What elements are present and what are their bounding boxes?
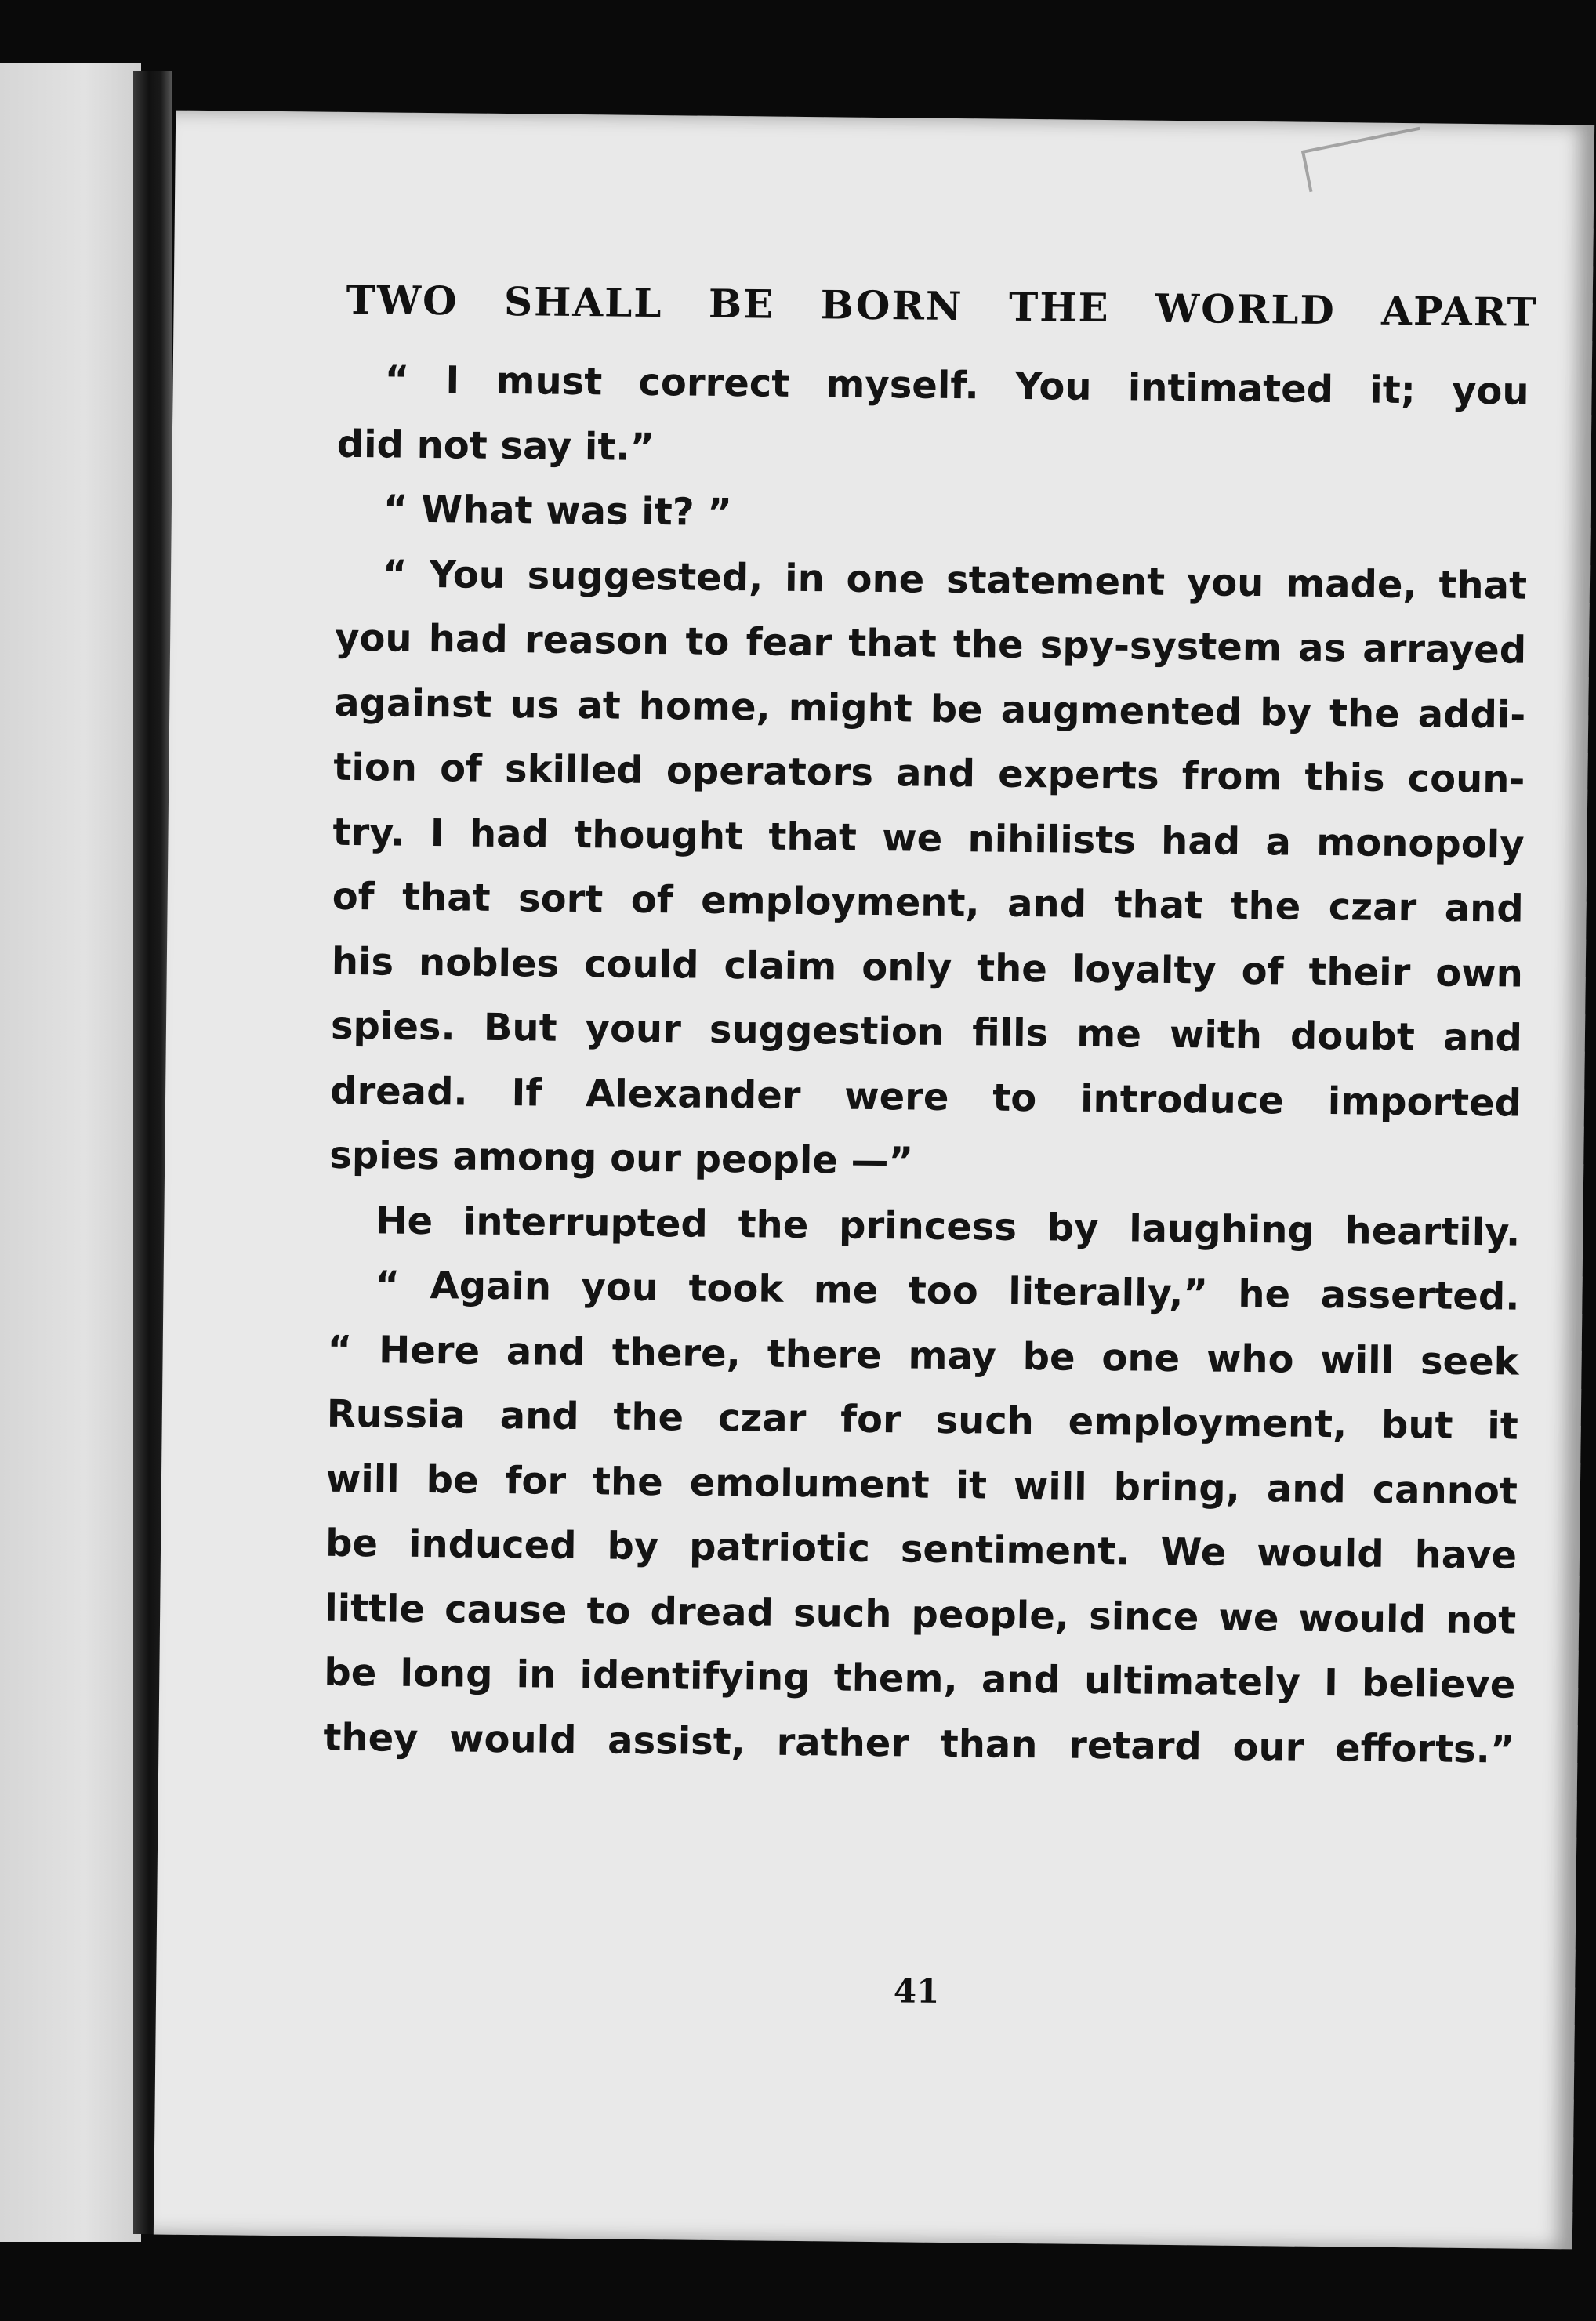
text-line: be long in identifying them, and ultimately I believe xyxy=(324,1650,1516,1707)
running-head: TWO SHALL BE BORN THE WORLD APART xyxy=(346,276,1538,335)
previous-page-edge xyxy=(0,63,141,2242)
text-line: be induced by patriotic sentiment. We would have xyxy=(325,1521,1518,1578)
page-number: 41 xyxy=(893,1971,940,2011)
text-line: Russia and the czar for such employment, but it xyxy=(326,1391,1519,1449)
text-line: little cause to dread such people, since we would not xyxy=(324,1586,1517,1643)
text-line: “ I must correct myself. You intimated it; you xyxy=(384,357,1529,414)
text-line: “ What was it? ” xyxy=(383,487,733,535)
text-line: against us at home, might be augmented by the addi- xyxy=(334,680,1526,738)
text-line: they would assist, rather than retard our efforts.” xyxy=(323,1715,1515,1772)
text-line: try. I had thought that we nihilists had a monopoly xyxy=(332,810,1525,867)
text-line: “ You suggested, in one statement you made, that xyxy=(382,551,1528,608)
text-line: dread. If Alexander were to introduce imported xyxy=(329,1068,1522,1126)
text-line: “ Again you took me too literally,” he asserted. xyxy=(375,1263,1520,1319)
text-line: will be for the emolument it will bring, and cannot xyxy=(325,1456,1518,1514)
text-line: spies. But your suggestion fills me with doubt and xyxy=(330,1003,1523,1061)
text-line: his nobles could claim only the loyalty of their own xyxy=(331,939,1524,996)
text-line: spies among our people —” xyxy=(328,1133,914,1184)
text-line: He interrupted the princess by laughing heartily. xyxy=(375,1198,1521,1255)
text-line: “ Here and there, there may be one who will seek xyxy=(327,1327,1519,1384)
text-line: you had reason to fear that the spy-system as arrayed xyxy=(334,615,1527,673)
text-line: of that sort of employment, and that the czar and xyxy=(332,874,1524,931)
body-text xyxy=(323,347,1529,1782)
book-page xyxy=(154,111,1594,2250)
scan-corner-mark xyxy=(1301,127,1428,192)
text-line: did not say it.” xyxy=(336,422,655,470)
text-line: tion of skilled operators and experts from this coun- xyxy=(333,745,1525,802)
